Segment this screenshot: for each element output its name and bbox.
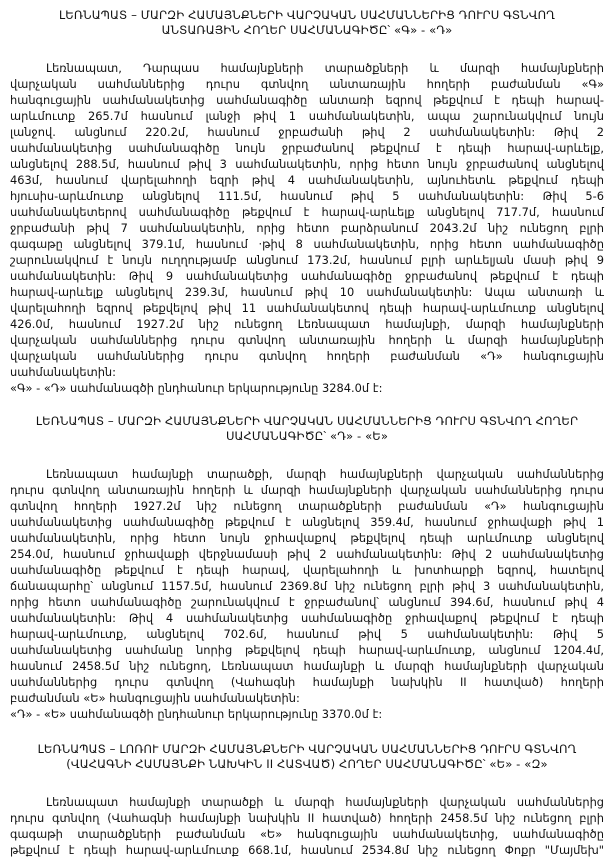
- section-d-e: [10, 414, 604, 722]
- paragraph-line: անցնելով 288.5մ, հասնում թիվ 3 սահմանակետին, որից հետո նույն ջրբաժանով անցնելով: [10, 157, 604, 171]
- section-title-line: (ՎԱՀԱԳՆԻ ՀԱՄԱՅՆՔԻ ՆԱԽԿԻՆ II ՀԱՏՎԱԾ) ՀՈՂԵՐ ՍԱՀՄԱՆԱԳԻԾԸ՝ «Ե» - «Զ»: [66, 757, 548, 771]
- section-title-line: ԼԵՌՆԱՊԱՏ – ԼՈՌՈՒ ՄԱՐԶԻ ՀԱՄԱՅՆՔՆԵՐԻ ՎԱՐՉԱԿԱՆ ՍԱՀՄԱՆՆԵՐԻՑ ԴՈՒՐՍ ԳՏՆՎՈՂ: [37, 742, 577, 756]
- section-title-line: ԼԵՌՆԱՊԱՏ – ՄԱՐԶԻ ՀԱՄԱՅՆՔՆԵՐԻ ՎԱՐՉԱԿԱՆ ՍԱՀՄԱՆՆԵՐԻՑ ԴՈՒՐՍ ԳՏՆՎՈՂ: [59, 8, 555, 22]
- paragraph-line: վարչական սահմաններից դուրս գտնվող հողերի բաժանման «Դ» հանգուցային: [10, 349, 604, 363]
- section-title: [10, 742, 604, 772]
- paragraph-line: 426.0մ, հասնում 1927.2մ նիշ ունեցող Լեռնապատ համայնքի, մարզի համայնքների: [10, 317, 604, 331]
- section-g-d: [10, 8, 604, 396]
- paragraph-line: վարչական սահմաններից դուրս գտնվող անտառային հողերի բաժանման «Գ»: [10, 77, 604, 91]
- section-title-line: ԼԵՌՆԱՊԱՏ – ՄԱՐԶԻ ՀԱՄԱՅՆՔՆԵՐԻ ՎԱՐՉԱԿԱՆ ՍԱՀՄԱՆՆԵՐԻՑ ԴՈՒՐՍ ԳՏՆՎՈՂ ՀՈՂԵՐ: [35, 414, 579, 428]
- section-paragraph: [10, 466, 604, 706]
- paragraph-line: սահմանակետերով սահմանագիծը թեքվում է հարավ-արևելք անցնելով 717.7մ, հասնում: [10, 205, 604, 219]
- paragraph-line: գտնվող հողերի 1927.2մ նիշ ունեցող տարածքների բաժանման «Դ» հանգուցային: [10, 499, 604, 513]
- paragraph-line: հյուսիս-արևմուտք անցնելով 111.5մ, հասնում թիվ 5 սահմանակետին: Թիվ 5-6: [10, 189, 604, 203]
- paragraph-line: 254.0մ, հասնում ջրհավաքի վերջնամասի թիվ 2 սահմանակետին: Թիվ 2 սահմանակետից: [10, 547, 604, 561]
- paragraph-line: սահմանագիծը թեքվում է դեպի հարավ, վարելահողի և խոտհարքի եզրով, հատելով: [10, 563, 604, 577]
- paragraph-line: սահմանակետից սահմանը նորից թեքվելով դեպի հարավ-արևմուտք, անցնում 1204.4մ,: [10, 643, 604, 657]
- paragraph-line: 463մ, հասնում վարելահողի եզրի թիվ 4 սահմանակետին, այնուհետև թեքվում դեպի: [10, 173, 604, 187]
- paragraph-line: ջրբաժանի թիվ 7 սահմանակետին, որից հետո բարձրանում 2043.2մ նիշ ունեցող բլրի: [10, 221, 604, 235]
- paragraph-line: վարելահողի եզրով թեքվելով թիվ 11 սահմանակետով դեպի հարավ-արևմուտք անցնելով: [10, 301, 604, 315]
- paragraph-line: սահմանակետին:: [10, 365, 116, 379]
- section-title-line: ԱՆՏԱՌԱՅԻՆ ՀՈՂԵՐ ՍԱՀՄԱՆԱԳԻԾԸ՝ «Գ» - «Դ»: [161, 23, 453, 37]
- paragraph-line: ճանապարհը՝ անցնում 1157.5մ, հասնում 2369.8մ նիշ ունեցող բլրի թիվ 3 սահմանակետին,: [10, 579, 604, 593]
- boundary-length-summary: «Դ» - «Ե» սահմանագծի ընդհանուր երկարությունը 3370.0մ է:: [10, 707, 383, 721]
- paragraph-line: գագաթի տարածքների բաժանման «Ե» հանգուցային սահմանակետից, սահմանագիծը: [10, 827, 604, 841]
- paragraph-line: գագաթը անցնելով 379.1մ, հասնում ·թիվ 8 սահմանակետին, որից հետո սահմանագիծը: [10, 237, 604, 251]
- section-e-z: [10, 742, 604, 858]
- section-paragraph: [10, 60, 604, 380]
- paragraph-line: Լեռնապատ, Դարպաս համայնքների տարածքների և մարզի համայնքների: [46, 61, 604, 75]
- section-title: [10, 8, 604, 38]
- paragraph-line: բաժանման «Ե» հանգուցային սահմանակետին:: [10, 691, 300, 705]
- section-title: [10, 414, 604, 444]
- paragraph-line: սահմաններից դուրս գտնվող (Վահագնի համայնքի նախկին II հատված) հողերի: [10, 675, 604, 689]
- paragraph-line: վարչական սահմաններից դուրս գտնվող անտառային հողերի և մարզի համայնքների: [10, 333, 604, 347]
- paragraph-line: որից հետո սահմանագիծը շարունակվում է ջրբաժանով՝ անցնում 394.6մ, հասնում թիվ 4: [10, 595, 604, 609]
- paragraph-line: հարավ-արևմուտք, անցնելով 702.6մ, հասնում թիվ 5 սահմանակետին: Թիվ 5: [10, 627, 604, 641]
- section-paragraph: [10, 794, 604, 858]
- paragraph-line: սահմանակետին: Թիվ 9 սահմանակետից սահմանագիծը ջրբաժանով թեքվում է դեպի: [10, 269, 604, 283]
- paragraph-line: լանջով. անցնում 220.2մ, հասնում ջրբաժանի թիվ 2 սահմանակետին: Թիվ 2: [10, 125, 604, 139]
- paragraph-line: սահմանակետին: Թիվ 4 սահմանակետից սահմանագիծը ջրհավաքով թեքվում է դեպի: [10, 611, 604, 625]
- paragraph-line: դուրս գտնվող (Վահագնի համայնքի նախկին II հատված) հողերի 2458.5մ նիշ ունեցող բլրի: [10, 811, 604, 825]
- section-title-line: ՍԱՀՄԱՆԱԳԻԾԸ՝ «Դ» - «Ե»: [225, 429, 389, 443]
- paragraph-line: սահմանակետից սահմանագիծը թեքվում է անցնելով 359.4մ, հասնում ջրհավաքի թիվ 1: [10, 515, 604, 529]
- paragraph-line: սահմանակետից սահմանագիծը նույն ջրբաժանով թեքվում է դեպի հարավ-արևելք,: [10, 141, 604, 155]
- paragraph-line: Լեռնապատ համայնքի տարածքի և մարզի համայնքների վարչական սահմաններից: [46, 795, 604, 809]
- paragraph-line: սահմանակետին, որից հետո նույն ջրհավաքով թեքվելով դեպի արևմուտք անցնելով: [10, 531, 604, 545]
- paragraph-line: դուրս գտնվող անտառային հողերի և մարզի համայնքների վարչական սահմաններից դուրս: [10, 483, 604, 497]
- paragraph-line: արևմուտք 265.7մ հասնում լանջի թիվ 1 սահմանակետին, ապա շարունակվում նույն: [10, 109, 604, 123]
- boundary-length-summary: «Գ» - «Դ» սահմանագծի ընդհանուր երկարությունը 3284.0մ է:: [10, 381, 383, 395]
- paragraph-line: շարունակվում է նույն ուղղությամբ անցնում 173.2մ, հասնում բլրի արևելյան մասի թիվ 9: [10, 253, 604, 267]
- paragraph-line: հասնում 2458.5մ նիշ ունեցող, Լեռնապատ համայնքի և մարզի համայնքների վարչական: [10, 659, 604, 673]
- paragraph-line: Լեռնապատ համայնքի տարածքի, մարզի համայնքների վարչական սահմաններից: [46, 467, 604, 481]
- paragraph-line: հանգուցային սահմանակետից սահմանագիծը անտառի եզրով թեքվում է դեպի հարավ-: [10, 93, 604, 107]
- paragraph-line: թեքվում է դեպի հարավ-արևմուտք 668.1մ, հասնում 2534.8մ նիշ ունեցող Փոքր "Մայմեխ": [10, 843, 604, 857]
- paragraph-line: հարավ-արևելք անցնելով 239.3մ, հասնում թիվ 10 սահմանակետին: Ապա անտառի և: [10, 285, 604, 299]
